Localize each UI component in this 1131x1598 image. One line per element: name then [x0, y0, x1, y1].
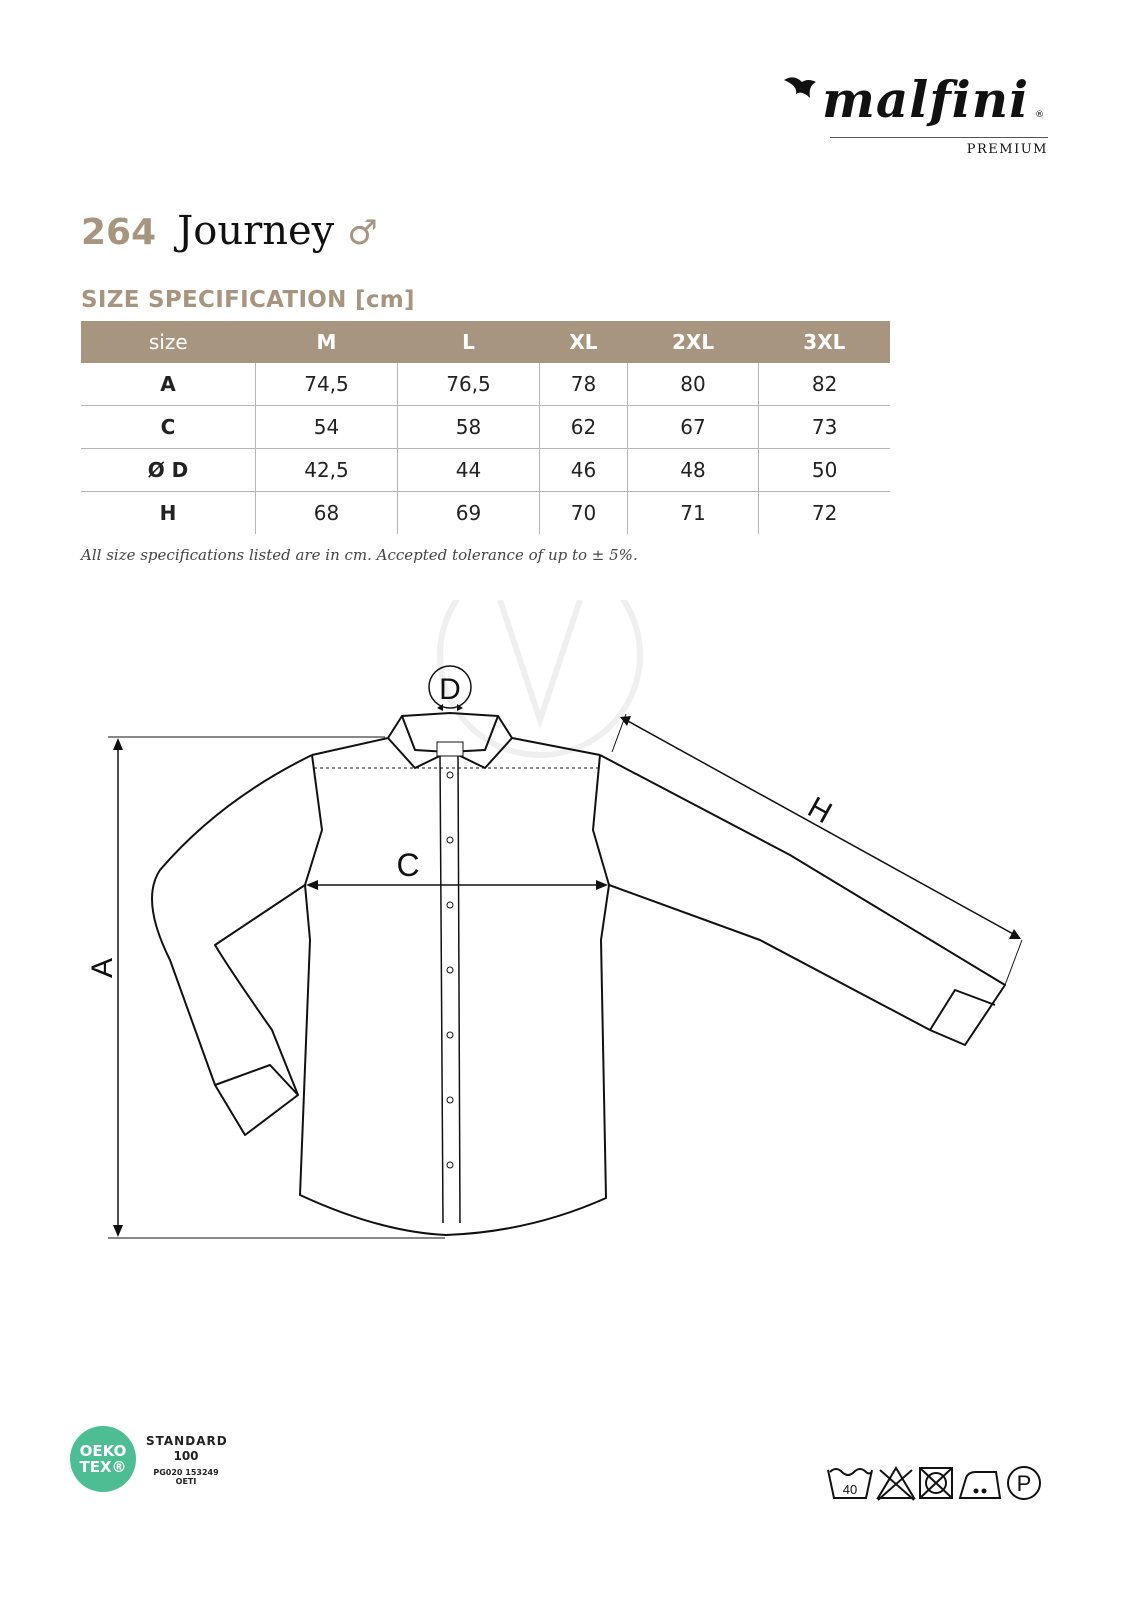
- table-cell: 50: [759, 449, 890, 492]
- table-cell: 72: [759, 492, 890, 535]
- column-header: M: [256, 321, 398, 363]
- product-number: 264: [81, 212, 157, 253]
- no-bleach-icon: [878, 1468, 914, 1500]
- table-cell: 71: [627, 492, 758, 535]
- column-header: L: [398, 321, 540, 363]
- table-row: [81, 492, 890, 535]
- label-c: C: [396, 847, 420, 883]
- label-h: H: [802, 790, 838, 831]
- table-cell: 62: [540, 406, 628, 449]
- table-cell: 76,5: [398, 363, 540, 406]
- standard-block: [146, 1434, 226, 1486]
- dimension-c: [306, 880, 608, 890]
- shirt-diagram: [0, 600, 1131, 1260]
- row-label: A: [81, 363, 256, 406]
- dry-clean-letter: P: [1016, 1471, 1032, 1496]
- shirt-buttons: [447, 772, 453, 1168]
- column-header: 2XL: [627, 321, 758, 363]
- iron-medium-icon: [960, 1472, 1000, 1498]
- brand-logo: [790, 70, 1050, 160]
- table-cell: 46: [540, 449, 628, 492]
- table-cell: 69: [398, 492, 540, 535]
- brand-registered: ®: [1035, 110, 1044, 120]
- row-label: C: [81, 406, 256, 449]
- table-cell: 80: [627, 363, 758, 406]
- table-cell: 82: [759, 363, 890, 406]
- dimension-a: [108, 737, 445, 1238]
- table-cell: 78: [540, 363, 628, 406]
- table-cell: 70: [540, 492, 628, 535]
- column-header: XL: [540, 321, 628, 363]
- wash-temperature: 40: [842, 1482, 858, 1497]
- size-spec-table: [81, 321, 890, 534]
- table-cell: 48: [627, 449, 758, 492]
- size-spec-heading: SIZE SPECIFICATION [cm]: [81, 287, 415, 313]
- table-cell: 54: [256, 406, 398, 449]
- dimension-h: [612, 714, 1022, 985]
- certificate-code: PG020 153249: [153, 1468, 219, 1477]
- certificate-institute: OETI: [175, 1477, 197, 1486]
- oeko-line1: OEKO: [79, 1442, 127, 1460]
- standard-number: 100: [173, 1449, 199, 1463]
- oeko-tex-badge: [70, 1426, 136, 1492]
- label-a: A: [86, 957, 119, 979]
- tolerance-note: All size specifications listed are in cm. Accepted tolerance of up to ± 5%.: [81, 546, 638, 564]
- product-name: Journey: [177, 208, 335, 254]
- oeko-line2: TEX®: [79, 1458, 127, 1476]
- table-cell: 44: [398, 449, 540, 492]
- table-cell: 42,5: [256, 449, 398, 492]
- table-cell: 68: [256, 492, 398, 535]
- table-cell: 58: [398, 406, 540, 449]
- table-row: [81, 449, 890, 492]
- brand-divider: [830, 137, 1048, 138]
- table-row: [81, 406, 890, 449]
- column-header: 3XL: [759, 321, 890, 363]
- no-tumble-dry-icon: [920, 1468, 952, 1498]
- care-symbols: [826, 1462, 1046, 1506]
- brand-name: malfini: [822, 70, 1030, 129]
- table-cell: 67: [627, 406, 758, 449]
- row-label: H: [159, 501, 177, 525]
- standard-label: STANDARD: [146, 1434, 228, 1448]
- shirt-outline: [152, 713, 1005, 1235]
- table-cell: 74,5: [256, 363, 398, 406]
- male-icon: ♂: [347, 213, 378, 253]
- watermark: [440, 600, 640, 755]
- brand-tagline: PREMIUM: [966, 142, 1048, 157]
- row-label: Ø D: [81, 449, 256, 492]
- table-cell: 73: [759, 406, 890, 449]
- table-row: [81, 363, 890, 406]
- table-header-row: [81, 321, 890, 363]
- eagle-icon: [782, 72, 822, 112]
- neck-label: [437, 742, 463, 756]
- product-title: [81, 208, 378, 254]
- column-header: size: [81, 321, 256, 363]
- label-d: D: [439, 673, 461, 706]
